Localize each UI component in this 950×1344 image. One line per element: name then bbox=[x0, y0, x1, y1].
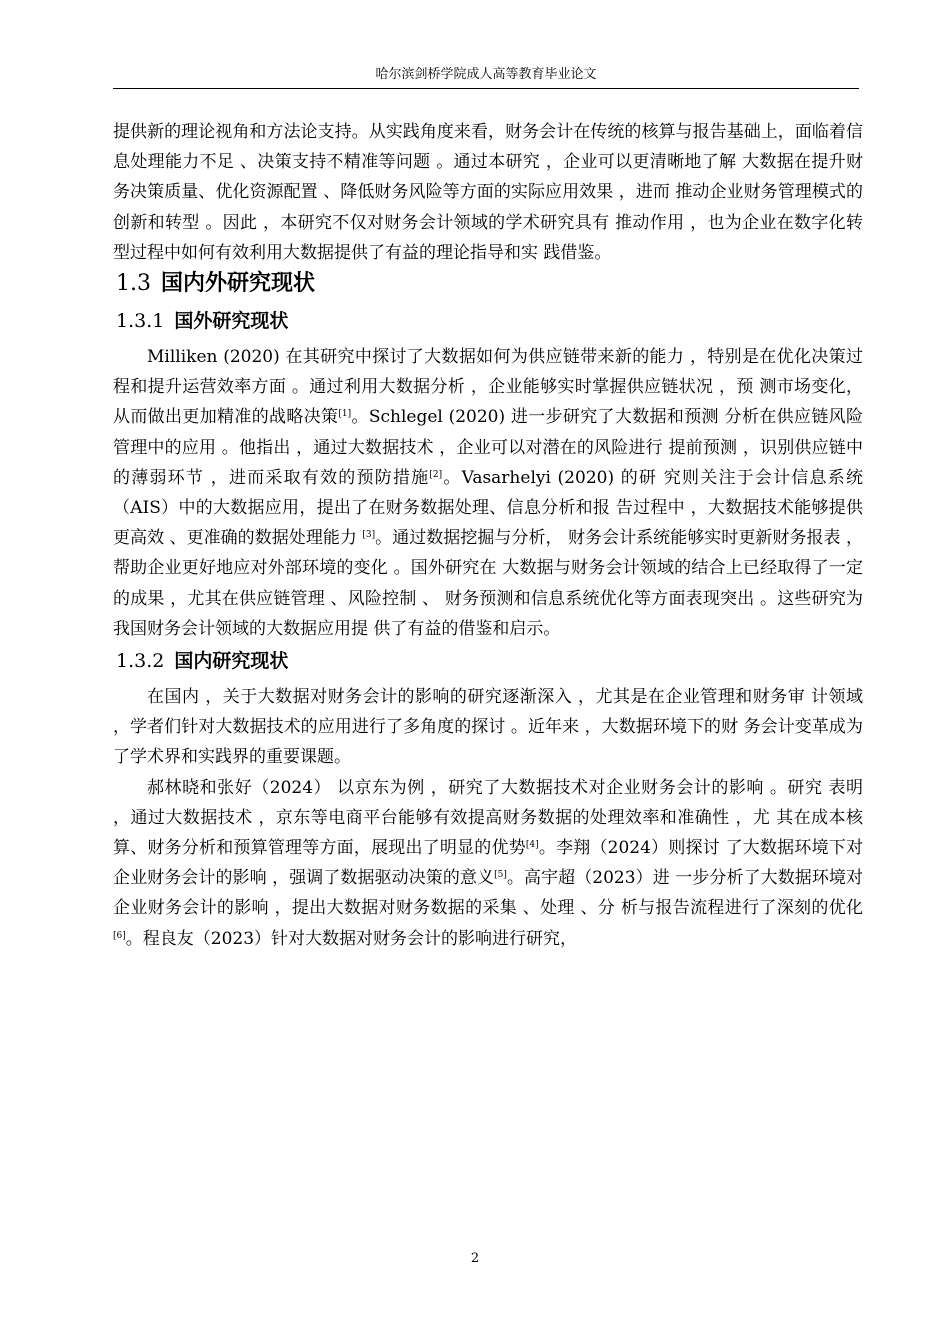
page-header bbox=[113, 64, 859, 89]
text-run: 。李翔（2024）则探讨 了大数据环境下对企业财务会计的影响 ，强调了数据驱动决策的意义 bbox=[113, 838, 863, 889]
citation-ref: [5] bbox=[494, 870, 507, 881]
intro-paragraph: 提供新的理论视角和方法论支持。从实践角度来看，财务会计在传统的核算与报告基础上，面临着信息处理能力不足 、决策支持不精准等问题 。通过本研究 ，企业可以更清晰地了解 大数据在提升财务决策质量、优化资源配置 、降低财务风险等方面的实际应用效果 ，进而 推动企业财务管理模式的创新和转型 。因此 ，本研究不仅对财务会计领域的学术研究具有 推动作用 ，也为企业在数字化转型过程中如何有效利用大数据提供了有益的理论指导和实 践借鉴。 bbox=[113, 122, 863, 263]
subsection-number: 1.3.2 bbox=[116, 650, 165, 673]
text-run: 郝林晓和张好（2024） 以京东为例 ，研究了大数据技术对企业财务会计的影响 。研究 表明 ，通过大数据技术 ，京东等电商平台能够有效提高财务数据的处理效率和准确性 ，尤 其在成本核算、财务分析和预算管理等方面，展现出了明显的优势 bbox=[113, 777, 863, 859]
text-run: Milliken (2020) 在其研究中探讨了大数据如何为供应链带来新的能力 ，特别是在优化决策过程和提升运营效率方面 。通过利用大数据分析 ，企业能够实时掌握供应链状况 ，预 测市场变化，从而做出更加精准的战略决策 bbox=[113, 347, 863, 428]
header-title: 哈尔滨剑桥学院成人高等教育毕业论文 bbox=[375, 67, 597, 82]
citation-ref: [4] bbox=[525, 840, 539, 851]
page-number: 2 bbox=[470, 1251, 480, 1266]
text-run: 。程良友（2023）针对大数据对财务会计的影响进行研究， bbox=[125, 928, 578, 949]
section-title: 国内外研究现状 bbox=[161, 271, 316, 297]
text-run: 。Vasarhelyi (2020) 的研 究则关注于会计信息系统（AIS）中的大数据应用，提出了在财务数据处理、信息分析和报 告过程中 ，大数据技术能够提供更高效 、更准确的数据处理能力 bbox=[113, 467, 863, 549]
subsection-title: 国外研究现状 bbox=[174, 310, 289, 333]
foreign-research-paragraph bbox=[113, 342, 863, 644]
text-run: 。Schlegel (2020) 进一步研究了大数据和预测 分析在供应链风险管理中的应用 。他指出 ，通过大数据技术 ，企业可以对潜在的风险进行 提前预测 ，识别供应链中的薄弱环节 ，进而采取有效的预防措施 bbox=[113, 407, 864, 488]
text-run: 。通过数据挖掘与分析， 财务会计系统能够实时更新财务报表 ，帮助企业更好地应对外部环境的变化 。国外研究在 大数据与财务会计领域的结合上已经取得了一定的成果 ，尤其在供应链管理 、风险控制 、 财务预测和信息系统优化等方面表现突出 。这些研究为我国财务会计领域的大数据应用提 供了有益的借鉴和启示。 bbox=[113, 528, 863, 639]
subsection-number: 1.3.1 bbox=[116, 310, 165, 333]
section-heading-1-3 bbox=[116, 270, 863, 298]
domestic-research-paragraph-1: 在国内 ，关于大数据对财务会计的影响的研究逐渐深入 ，尤其是在企业管理和财务审 计领域 ，学者们针对大数据技术的应用进行了多角度的探讨 。近年来 ，大数据环境下的财 务会计变革成为了学术界和实践界的重要课题。 bbox=[113, 687, 863, 768]
citation-ref: [6] bbox=[113, 930, 126, 941]
subsection-title: 国内研究现状 bbox=[174, 650, 289, 673]
citation-ref: [1] bbox=[338, 409, 352, 420]
section-number: 1.3 bbox=[116, 271, 151, 297]
document-body bbox=[113, 117, 863, 954]
domestic-research-paragraph-2 bbox=[113, 773, 863, 954]
subsection-heading-1-3-2 bbox=[116, 648, 863, 674]
text-run: 。高宇超（2023）进 一步分析了大数据环境对企业财务会计的影响 ，提出大数据对财务数据的采集 、处理 、分 析与报告流程进行了深刻的优化 bbox=[113, 868, 864, 919]
citation-ref: [2] bbox=[429, 469, 443, 480]
citation-ref: [3] bbox=[362, 530, 376, 541]
subsection-heading-1-3-1 bbox=[116, 308, 863, 334]
